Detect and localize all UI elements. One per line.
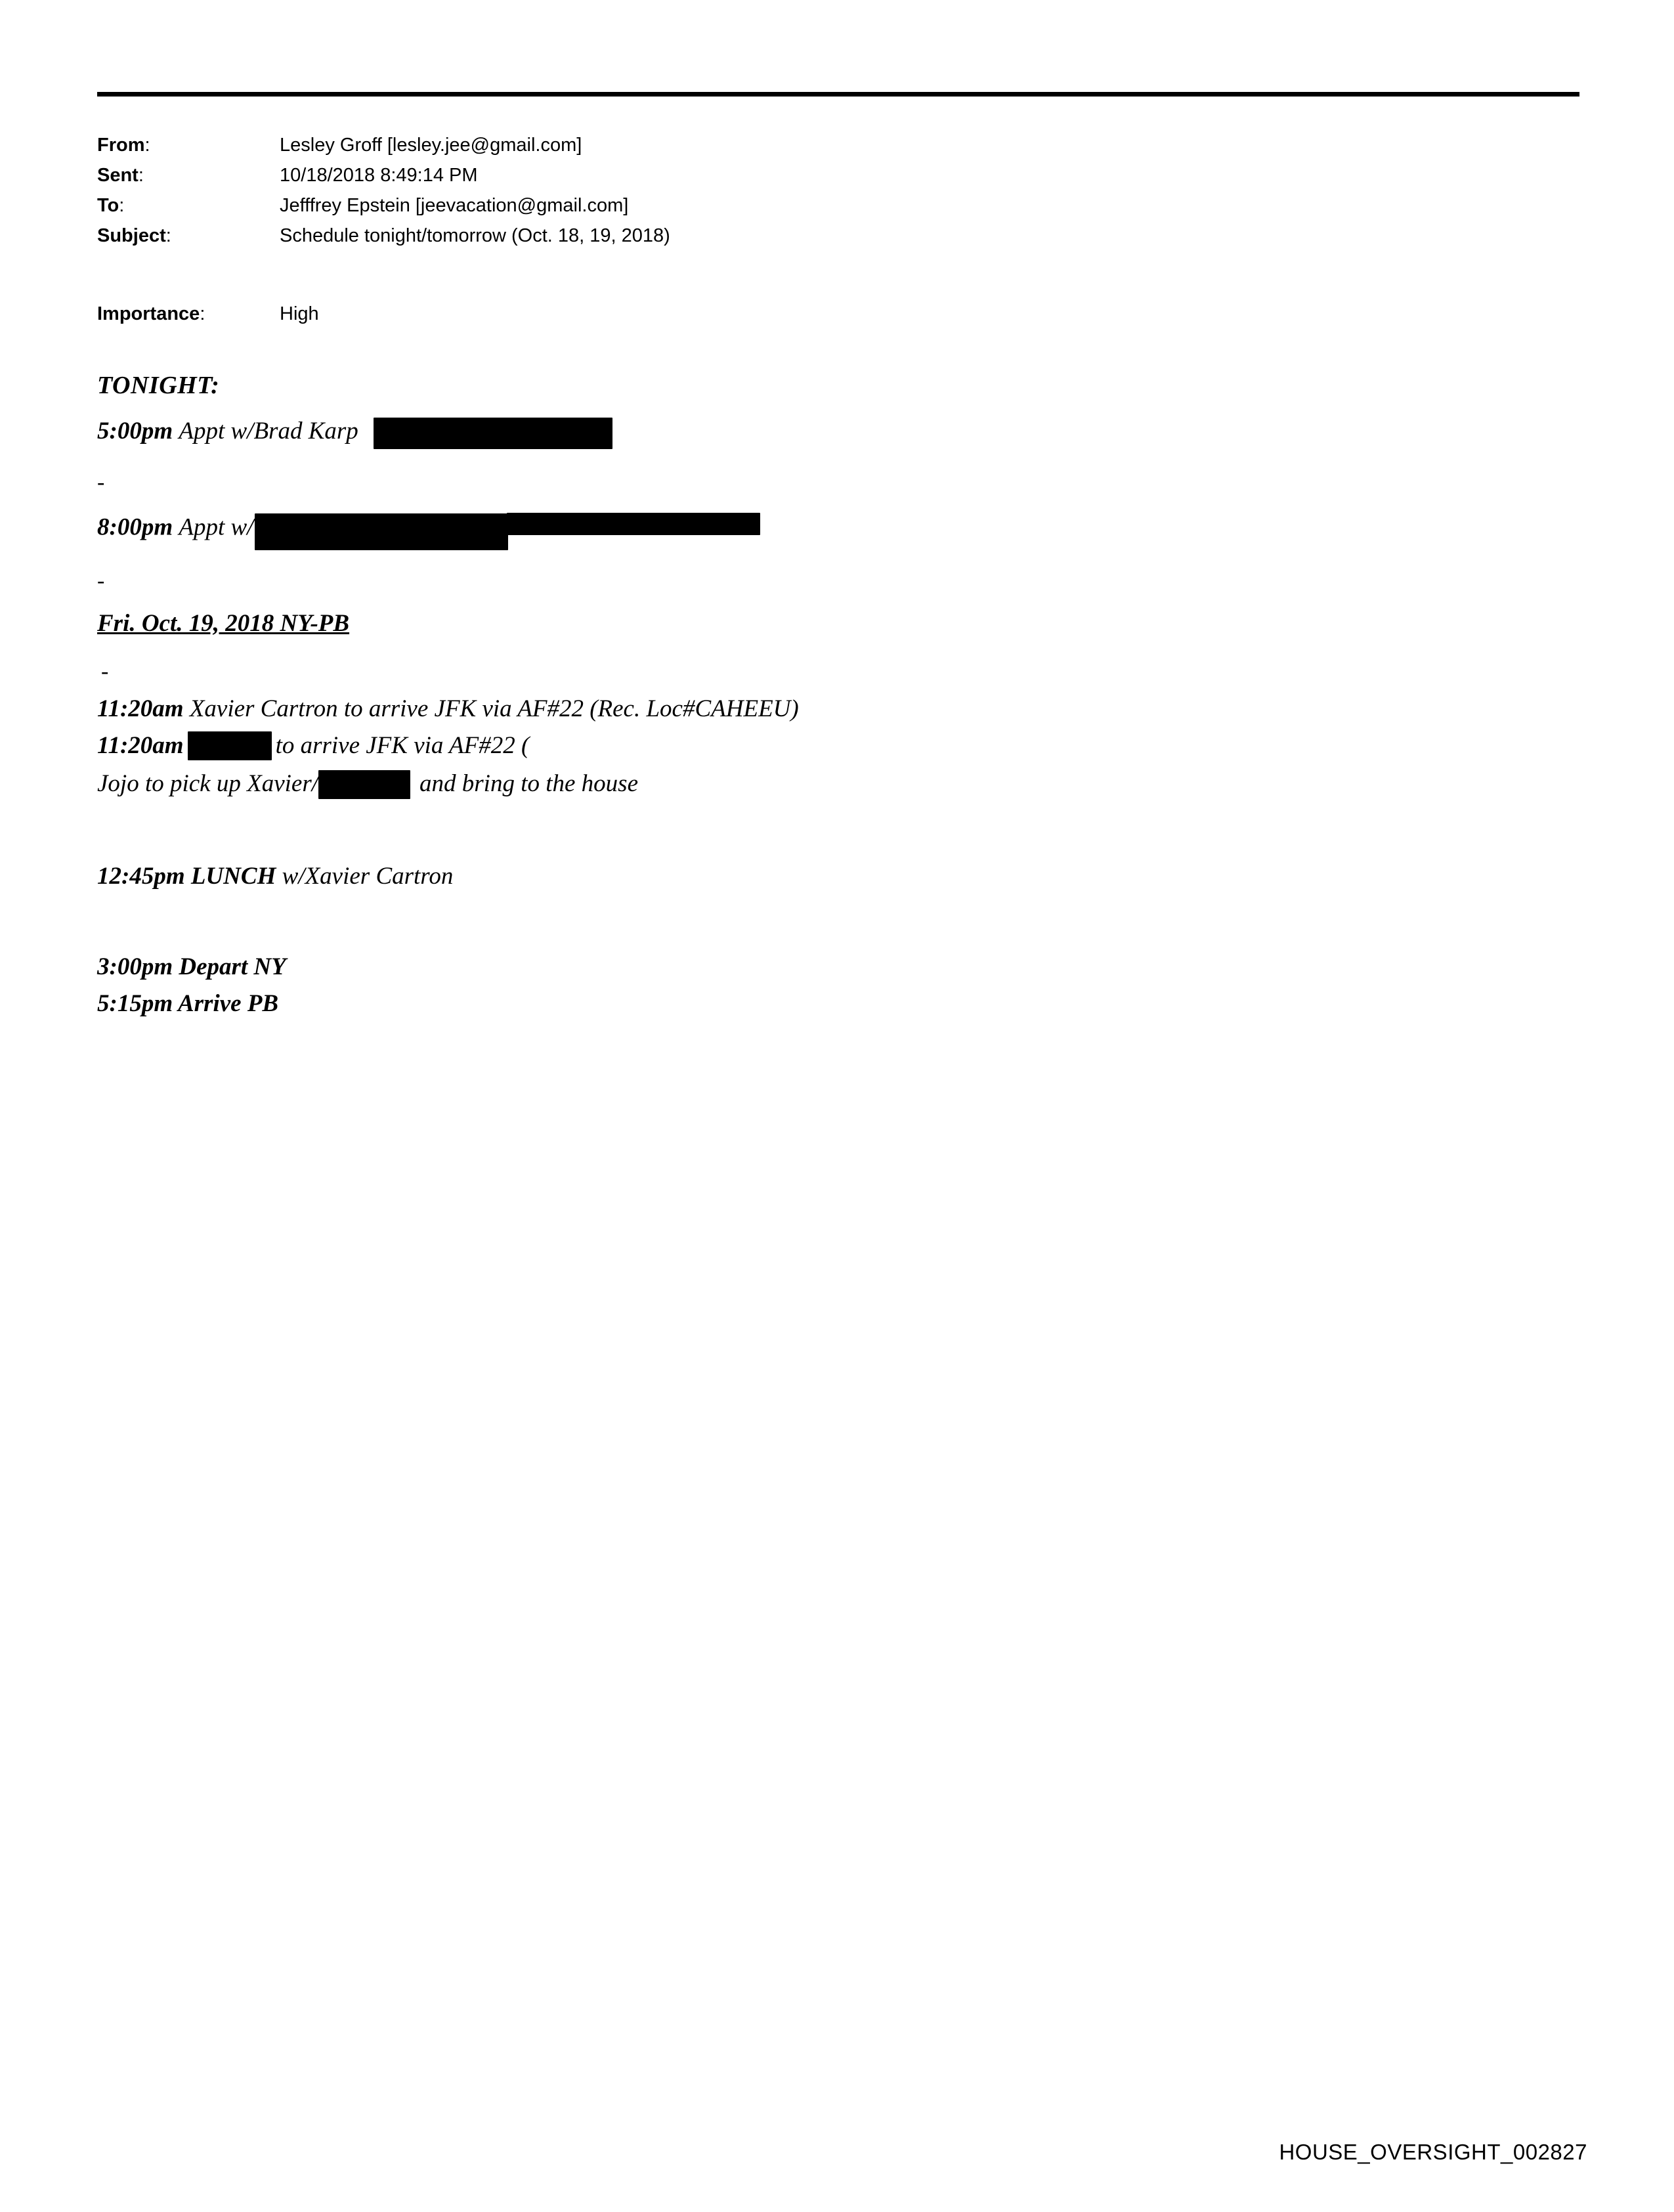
arrival-1-time: 11:20am [97,695,184,722]
header-label-sent-text: Sent [97,165,139,186]
email-importance-block [97,303,1410,334]
friday-heading-text: Fri. Oct. 19, 2018 NY-PB [97,609,350,637]
appt-5pm-time: 5:00pm [97,418,173,445]
header-label-from: From: [97,135,150,156]
body-dash-1: - [97,469,105,494]
body-dash-3-text: - [101,659,109,683]
body-dash-2: - [97,568,105,593]
header-row-subject [97,225,1410,255]
header-label-to: To: [97,195,125,216]
redaction-bar [318,770,410,799]
lunch-time-label: 12:45pm LUNCH [97,862,276,890]
header-label-subject-text: Subject [97,225,166,246]
body-line-arrive [97,989,1541,1018]
email-body [97,371,1541,1018]
body-line-depart [97,953,1541,982]
header-label-from-text: From [97,135,145,156]
header-row-from [97,135,1410,165]
depart-text: 3:00pm Depart NY [97,953,286,980]
header-row-sent [97,165,1410,195]
header-row-importance [97,303,1410,334]
header-value-from: Lesley Groff [lesley.jee@gmail.com] [280,135,582,156]
header-label-sent: Sent: [97,165,144,186]
header-value-sent: 10/18/2018 8:49:14 PM [280,165,478,186]
body-line-arrival-2 [97,731,1541,762]
arrive-text: 5:15pm Arrive PB [97,989,279,1017]
header-label-importance-text: Importance [97,303,200,324]
body-line-appt-5pm [97,417,1541,449]
lunch-text: w/Xavier Cartron [282,862,454,890]
header-label-subject: Subject: [97,225,171,246]
bates-stamp: HOUSE_OVERSIGHT_002827 [1279,2140,1587,2164]
email-header-block [97,135,1410,255]
header-value-importance: High [280,303,319,324]
redaction-bar [188,731,272,760]
body-line-pickup [97,770,1541,800]
body-line-arrival-1 [97,695,1541,724]
redaction-bar [255,513,508,550]
arrival-1-text: Xavier Cartron to arrive JFK via AF#22 (Rec. Loc#CAHEEU) [189,695,799,722]
redaction-bar [374,418,612,449]
arrival-2-text: to arrive JFK via AF#22 ( [275,731,530,759]
header-value-subject: Schedule tonight/tomorrow (Oct. 18, 19, 2018) [280,225,670,246]
header-label-importance: Importance: [97,303,205,324]
header-row-to [97,195,1410,225]
appt-8pm-time: 8:00pm [97,513,173,540]
header-label-to-text: To [97,195,119,216]
body-heading-friday [97,609,1541,638]
body-dash-3 [97,661,1541,683]
pickup-prefix-text: Jojo to pick up Xavier/ [97,770,319,798]
appt-5pm-text: Appt w/Brad Karp [179,418,358,445]
appt-8pm-text: Appt w/ [179,513,254,540]
body-line-lunch [97,862,1541,891]
arrival-2-time: 11:20am [97,731,184,759]
body-line-appt-8pm [97,511,1541,548]
header-divider-rule [97,92,1579,97]
body-heading-tonight: TONIGHT: [97,372,220,399]
redaction-bar [507,513,760,535]
pickup-suffix-text: and bring to the house [419,770,638,798]
header-value-to: Jefffrey Epstein [jeevacation@gmail.com] [280,195,629,216]
